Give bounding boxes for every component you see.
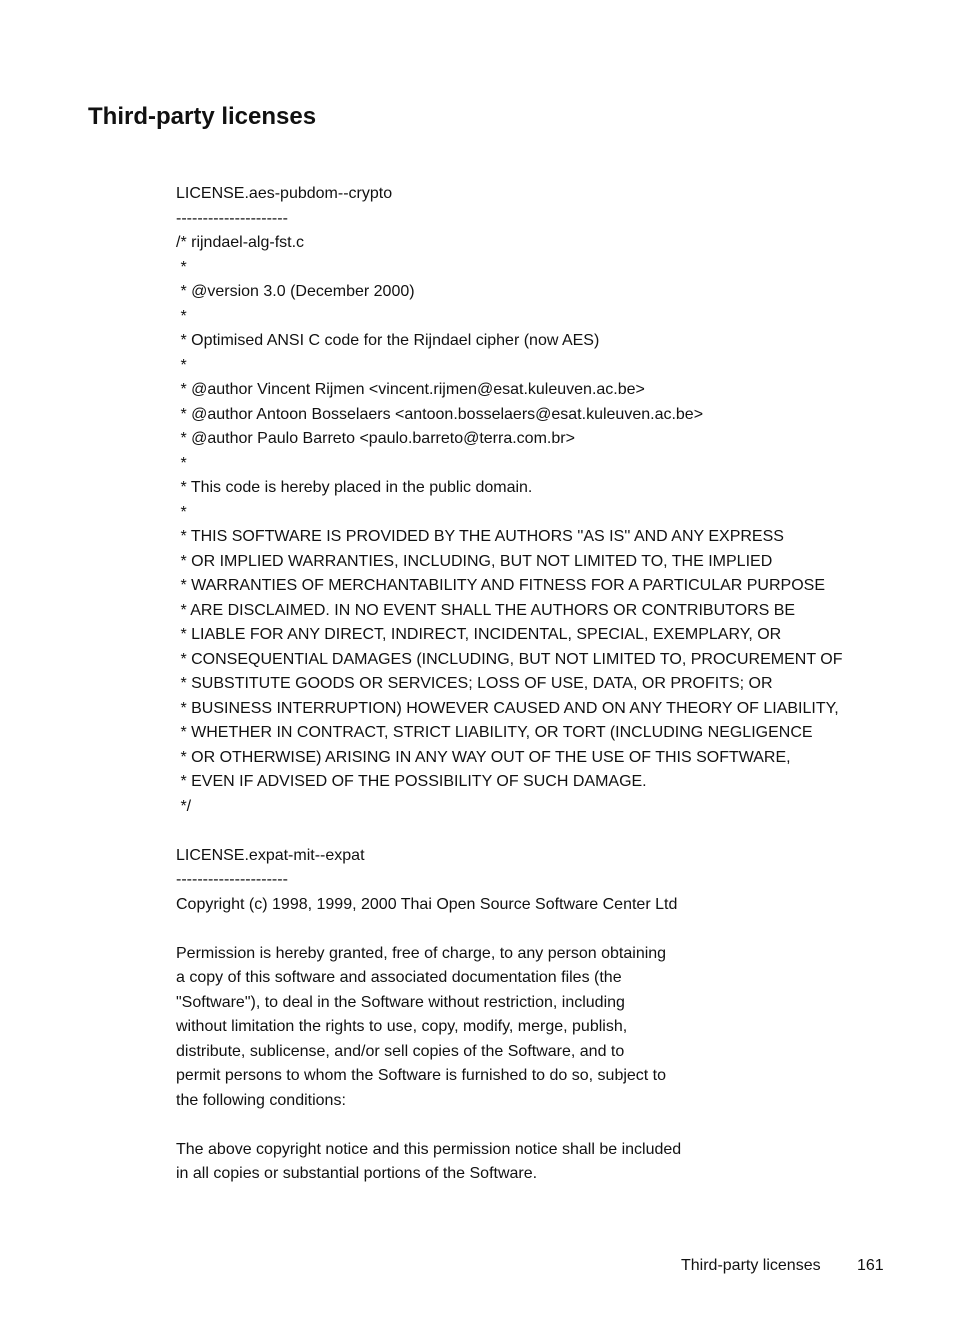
- code-comment-line: *: [176, 307, 187, 325]
- page-number: 161: [857, 1257, 884, 1274]
- separator-line: ---------------------: [176, 871, 288, 888]
- code-comment-line: * @version 3.0 (December 2000): [176, 283, 415, 300]
- notice-line: in all copies or substantial portions of the Software.: [176, 1165, 538, 1182]
- disclaimer-line: * ARE DISCLAIMED. IN NO EVENT SHALL THE AUTHORS OR CONTRIBUTORS BE: [176, 601, 796, 619]
- license-body: [176, 182, 876, 1187]
- disclaimer-line: * OR OTHERWISE) ARISING IN ANY WAY OUT OF THE USE OF THIS SOFTWARE,: [176, 748, 791, 766]
- disclaimer-line: * WARRANTIES OF MERCHANTABILITY AND FITNESS FOR A PARTICULAR PURPOSE: [176, 577, 825, 594]
- code-comment-line: *: [176, 503, 187, 521]
- code-comment-line: *: [176, 454, 187, 472]
- disclaimer-line: * SUBSTITUTE GOODS OR SERVICES; LOSS OF USE, DATA, OR PROFITS; OR: [176, 675, 773, 692]
- permission-line: "Software"), to deal in the Software without restriction, including: [176, 993, 625, 1011]
- disclaimer-line: * THIS SOFTWARE IS PROVIDED BY THE AUTHORS ''AS IS'' AND ANY EXPRESS: [176, 528, 784, 545]
- disclaimer-line: * CONSEQUENTIAL DAMAGES (INCLUDING, BUT NOT LIMITED TO, PROCUREMENT OF: [176, 650, 843, 668]
- code-comment-line: */: [176, 797, 192, 815]
- page-title: Third-party licenses: [88, 103, 317, 130]
- disclaimer-line: * OR IMPLIED WARRANTIES, INCLUDING, BUT NOT LIMITED TO, THE IMPLIED: [176, 552, 773, 570]
- disclaimer-line: * BUSINESS INTERRUPTION) HOWEVER CAUSED AND ON ANY THEORY OF LIABILITY,: [176, 699, 839, 717]
- blank-line: [176, 1113, 876, 1138]
- blank-line: [176, 917, 876, 942]
- disclaimer-line: * WHETHER IN CONTRACT, STRICT LIABILITY, OR TORT (INCLUDING NEGLIGENCE: [176, 724, 813, 741]
- author-line: * @author Antoon Bosselaers <antoon.bosselaers@esat.kuleuven.ac.be>: [176, 405, 704, 423]
- expat-license-block: [176, 844, 876, 1187]
- author-line: * @author Vincent Rijmen <vincent.rijmen@esat.kuleuven.ac.be>: [176, 381, 645, 398]
- license-name: LICENSE.aes-pubdom--crypto: [176, 185, 393, 202]
- permission-line: permit persons to whom the Software is furnished to do so, subject to: [176, 1067, 667, 1084]
- copyright-line: Copyright (c) 1998, 1999, 2000 Thai Open Source Software Center Ltd: [176, 895, 678, 913]
- code-comment-line: *: [176, 258, 187, 276]
- permission-line: without limitation the rights to use, copy, modify, merge, publish,: [176, 1018, 628, 1035]
- license-name: LICENSE.expat-mit--expat: [176, 846, 365, 864]
- footer-title: Third-party licenses: [681, 1257, 821, 1274]
- permission-line: distribute, sublicense, and/or sell copies of the Software, and to: [176, 1042, 625, 1060]
- permission-line: a copy of this software and associated documentation files (the: [176, 969, 622, 986]
- permission-line: Permission is hereby granted, free of charge, to any person obtaining: [176, 944, 667, 962]
- separator-line: ---------------------: [176, 209, 288, 227]
- code-comment-line: * Optimised ANSI C code for the Rijndael cipher (now AES): [176, 332, 600, 349]
- code-comment-line: * This code is hereby placed in the public domain.: [176, 479, 533, 496]
- disclaimer-line: * EVEN IF ADVISED OF THE POSSIBILITY OF SUCH DAMAGE.: [176, 773, 647, 790]
- aes-license-block: [176, 182, 876, 819]
- code-comment-line: *: [176, 356, 187, 374]
- notice-line: The above copyright notice and this permission notice shall be included: [176, 1140, 682, 1158]
- permission-line: the following conditions:: [176, 1091, 346, 1109]
- blank-line: [176, 819, 876, 844]
- author-line: * @author Paulo Barreto <paulo.barreto@terra.com.br>: [176, 430, 575, 447]
- code-comment-line: /* rijndael-alg-fst.c: [176, 234, 305, 251]
- disclaimer-line: * LIABLE FOR ANY DIRECT, INDIRECT, INCIDENTAL, SPECIAL, EXEMPLARY, OR: [176, 626, 782, 643]
